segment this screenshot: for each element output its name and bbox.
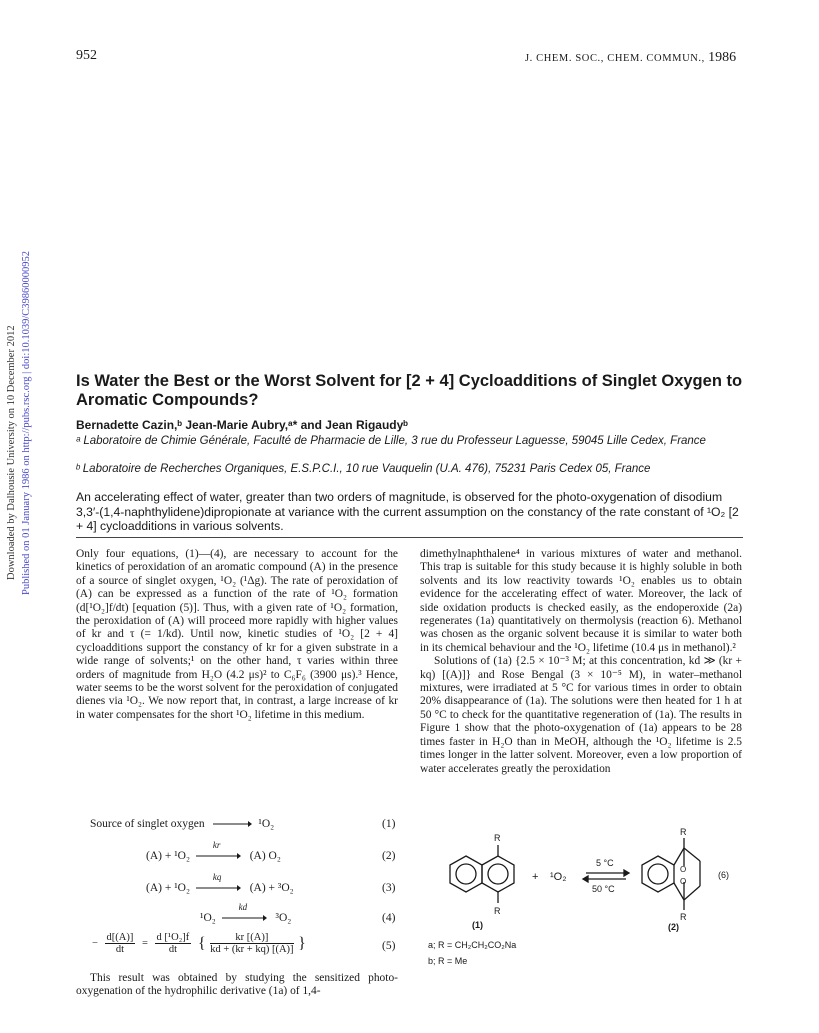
eq3-arrow-icon: [195, 883, 241, 893]
eq3-rate: kq: [212, 872, 222, 882]
temp-forward: 5 °C: [596, 858, 614, 868]
equation-2-number: (2): [382, 850, 396, 862]
eq4-rate: kd: [238, 902, 248, 912]
eq4-left: ¹O₂: [200, 912, 216, 924]
naphthalene-structure: [450, 845, 514, 903]
article-title: Is Water the Best or the Worst Solvent for [2 + 4] Cycloadditions of Singlet Oxygen to Aromatic Compounds?: [76, 372, 743, 409]
equation-4: [200, 902, 292, 924]
equation-2: [146, 840, 281, 862]
eq5-lhs-numerator: d[(A)]: [106, 932, 134, 943]
eq4-arrow-icon: [221, 913, 267, 923]
section-divider: [76, 537, 743, 538]
eq2-rate: kr: [212, 840, 221, 850]
temp-reverse: 50 °C: [592, 884, 615, 894]
equation-1-number: (1): [382, 818, 396, 830]
page-number: 952: [76, 48, 97, 63]
r-label-top-right: R: [680, 827, 687, 837]
affiliation-a: ᵃ Laboratoire de Chimie Générale, Faculté de Pharmacie de Lille, 3 rue du Professeur Laguesse, 59045 Lille Cedex, France: [76, 435, 706, 447]
equation-5-number: (5): [382, 940, 396, 952]
right-column: [420, 548, 742, 776]
eq2-left: (A) + ¹O₂: [146, 850, 190, 862]
eq5-mid-numerator: d [¹O₂]f: [156, 932, 190, 943]
eq3-left: (A) + ¹O₂: [146, 882, 190, 894]
eq5-mid-denominator: dt: [168, 944, 178, 955]
eq3-right: (A) + ³O₂: [249, 882, 294, 894]
compound-1-label: (1): [472, 920, 483, 930]
eq5-frac-numerator: kr [(A)]: [210, 932, 293, 944]
endoperoxide-structure: [642, 838, 700, 910]
eq4-right: ³O₂: [275, 912, 292, 924]
plus-sign: +: [532, 871, 539, 883]
equation-3-number: (3): [382, 882, 396, 894]
substituent-note-a: a; R = CH₂CH₂CO₂Na: [428, 940, 517, 950]
reaction-scheme: [420, 826, 742, 936]
left-column: [76, 548, 398, 722]
eq2-arrow-icon: [195, 851, 241, 861]
eq1-left: Source of singlet oxygen: [90, 818, 205, 830]
abstract: An accelerating effect of water, greater than two orders of magnitude, is observed for the photo-oxygenation of disodium 3,3′-(1,4-naphthylidene)dipropionate at variance with the current assumption on the constancy of the rate constant of ¹O₂ [2 + 4] cycloadditions in various solvents.: [76, 490, 739, 533]
bridge-oxygen-1: O: [680, 865, 687, 874]
eq1-right: ¹O₂: [258, 818, 275, 830]
download-notice: [4, 250, 36, 600]
eq1-arrow-icon: [212, 819, 252, 829]
r-label-top-left: R: [494, 833, 501, 843]
doi-link[interactable]: Published on 01 January 1986 on http://pubs.rsc.org | doi:10.1039/C39860000952: [21, 250, 32, 595]
download-line: Downloaded by Dalhousie University on 10 December 2012: [6, 325, 17, 580]
reaction-number: (6): [718, 870, 729, 880]
right-paragraph-1: dimethylnaphthalene⁴ in various mixtures of water and methanol. This trap is suitable for this study because it is highly soluble in both solvents and its low reactivity towards ¹O₂ enables us to obtain evidence for the accelerating effect of water. Moreover, the lack of side oxidation products is checked easily, as the endoperoxide (2a) regenerates (1a) quantitatively on thermolysis (reaction 6). Methanol was chosen as the organic solvent because it is similar to water both in its chemical behaviour and the ¹O₂ lifetime (10.4 μs in methanol).²: [420, 548, 742, 654]
singlet-oxygen: ¹O₂: [550, 871, 567, 883]
equation-1: [90, 818, 274, 830]
journal-name: J. CHEM. SOC., CHEM. COMMUN.,: [525, 53, 705, 64]
equation-5: − $\frac{d[(A)]}{dt}$ = $\frac{\text{d [¹O₂]f}}{dt}$ { $\frac{kr [(A)]}{kd + (kr + kq) [(A)]}$ }: [92, 932, 306, 955]
eq5-frac-denominator: kd + (kr + kq) [(A)]: [210, 944, 294, 955]
left-paragraph-2: This result was obtained by studying the sensitized photo-oxygenation of the hydrophilic derivative (1a) of 1,4-: [76, 972, 398, 998]
journal-year: 1986: [708, 50, 737, 65]
bridge-oxygen-2: O: [680, 877, 687, 886]
r-label-bottom-right: R: [680, 912, 687, 922]
compound-2-label: (2): [668, 922, 679, 932]
eq2-right: (A) O₂: [249, 850, 281, 862]
r-label-bottom-left: R: [494, 906, 501, 916]
eq5-lhs-denominator: dt: [115, 944, 125, 955]
affiliation-b: ᵇ Laboratoire de Recherches Organiques, E.S.P.C.I., 10 rue Vauquelin (U.A. 476), 75231 Paris Cedex 05, France: [76, 463, 651, 475]
left-paragraph-1: Only four equations, (1)—(4), are necessary to account for the kinetics of peroxidation of an aromatic compound (A) in the presence of a source of singlet oxygen, ¹O₂ (¹Δg). The rate of peroxidation of (A) can be expressed as a function of the rate of ¹O₂ formation (d[¹O₂]f/dt) [equation (5)]. Thus, with a given rate of ¹O₂ formation, the peroxidation of (A) will proceed more rapidly with higher values of kr and τ (= 1/kd). Until now, kinetic studies of ¹O₂ [2 + 4] cycloadditions support the constancy of kr for a given substrate in a wide range of solvents;¹ on the other hand, τ varies within three orders of magnitude from H₂O (4.2 μs)² to C₆F₆ (3900 μs).³ Hence, water seems to be the worst solvent for the peroxidation of conjugated dienes via ¹O₂. We now report that, in contrast, a large increase of kr in water compensates for the short ¹O₂ lifetime in this medium.: [76, 548, 398, 721]
right-paragraph-2: Solutions of (1a) {2.5 × 10⁻³ M; at this concentration, kd ≫ (kr + kq) [(A)]} and Rose Bengal (3 × 10⁻⁵ M), in water–methanol mixtures, were irradiated at 5 °C for various times in order to obtain 20% disappearance of (1a). The solutions were then heated for 1 h at 50 °C to check for the quantitative regeneration of (1a). The results in Figure 1 show that the photo-oxygenation of (1a) appears to be 28 times faster in H₂O than in MeOH, although the ¹O₂ lifetime is 2.5 times longer in the latter solvent. Moreover, even a low proportion of water accelerates greatly the peroxidation: [420, 655, 742, 775]
journal-header: [525, 50, 736, 66]
article-authors: Bernadette Cazin,ᵇ Jean-Marie Aubry,ᵃ* and Jean Rigaudyᵇ: [76, 418, 408, 432]
equation-4-number: (4): [382, 912, 396, 924]
substituent-note-b: b; R = Me: [428, 956, 468, 966]
equation-3: [146, 872, 294, 894]
